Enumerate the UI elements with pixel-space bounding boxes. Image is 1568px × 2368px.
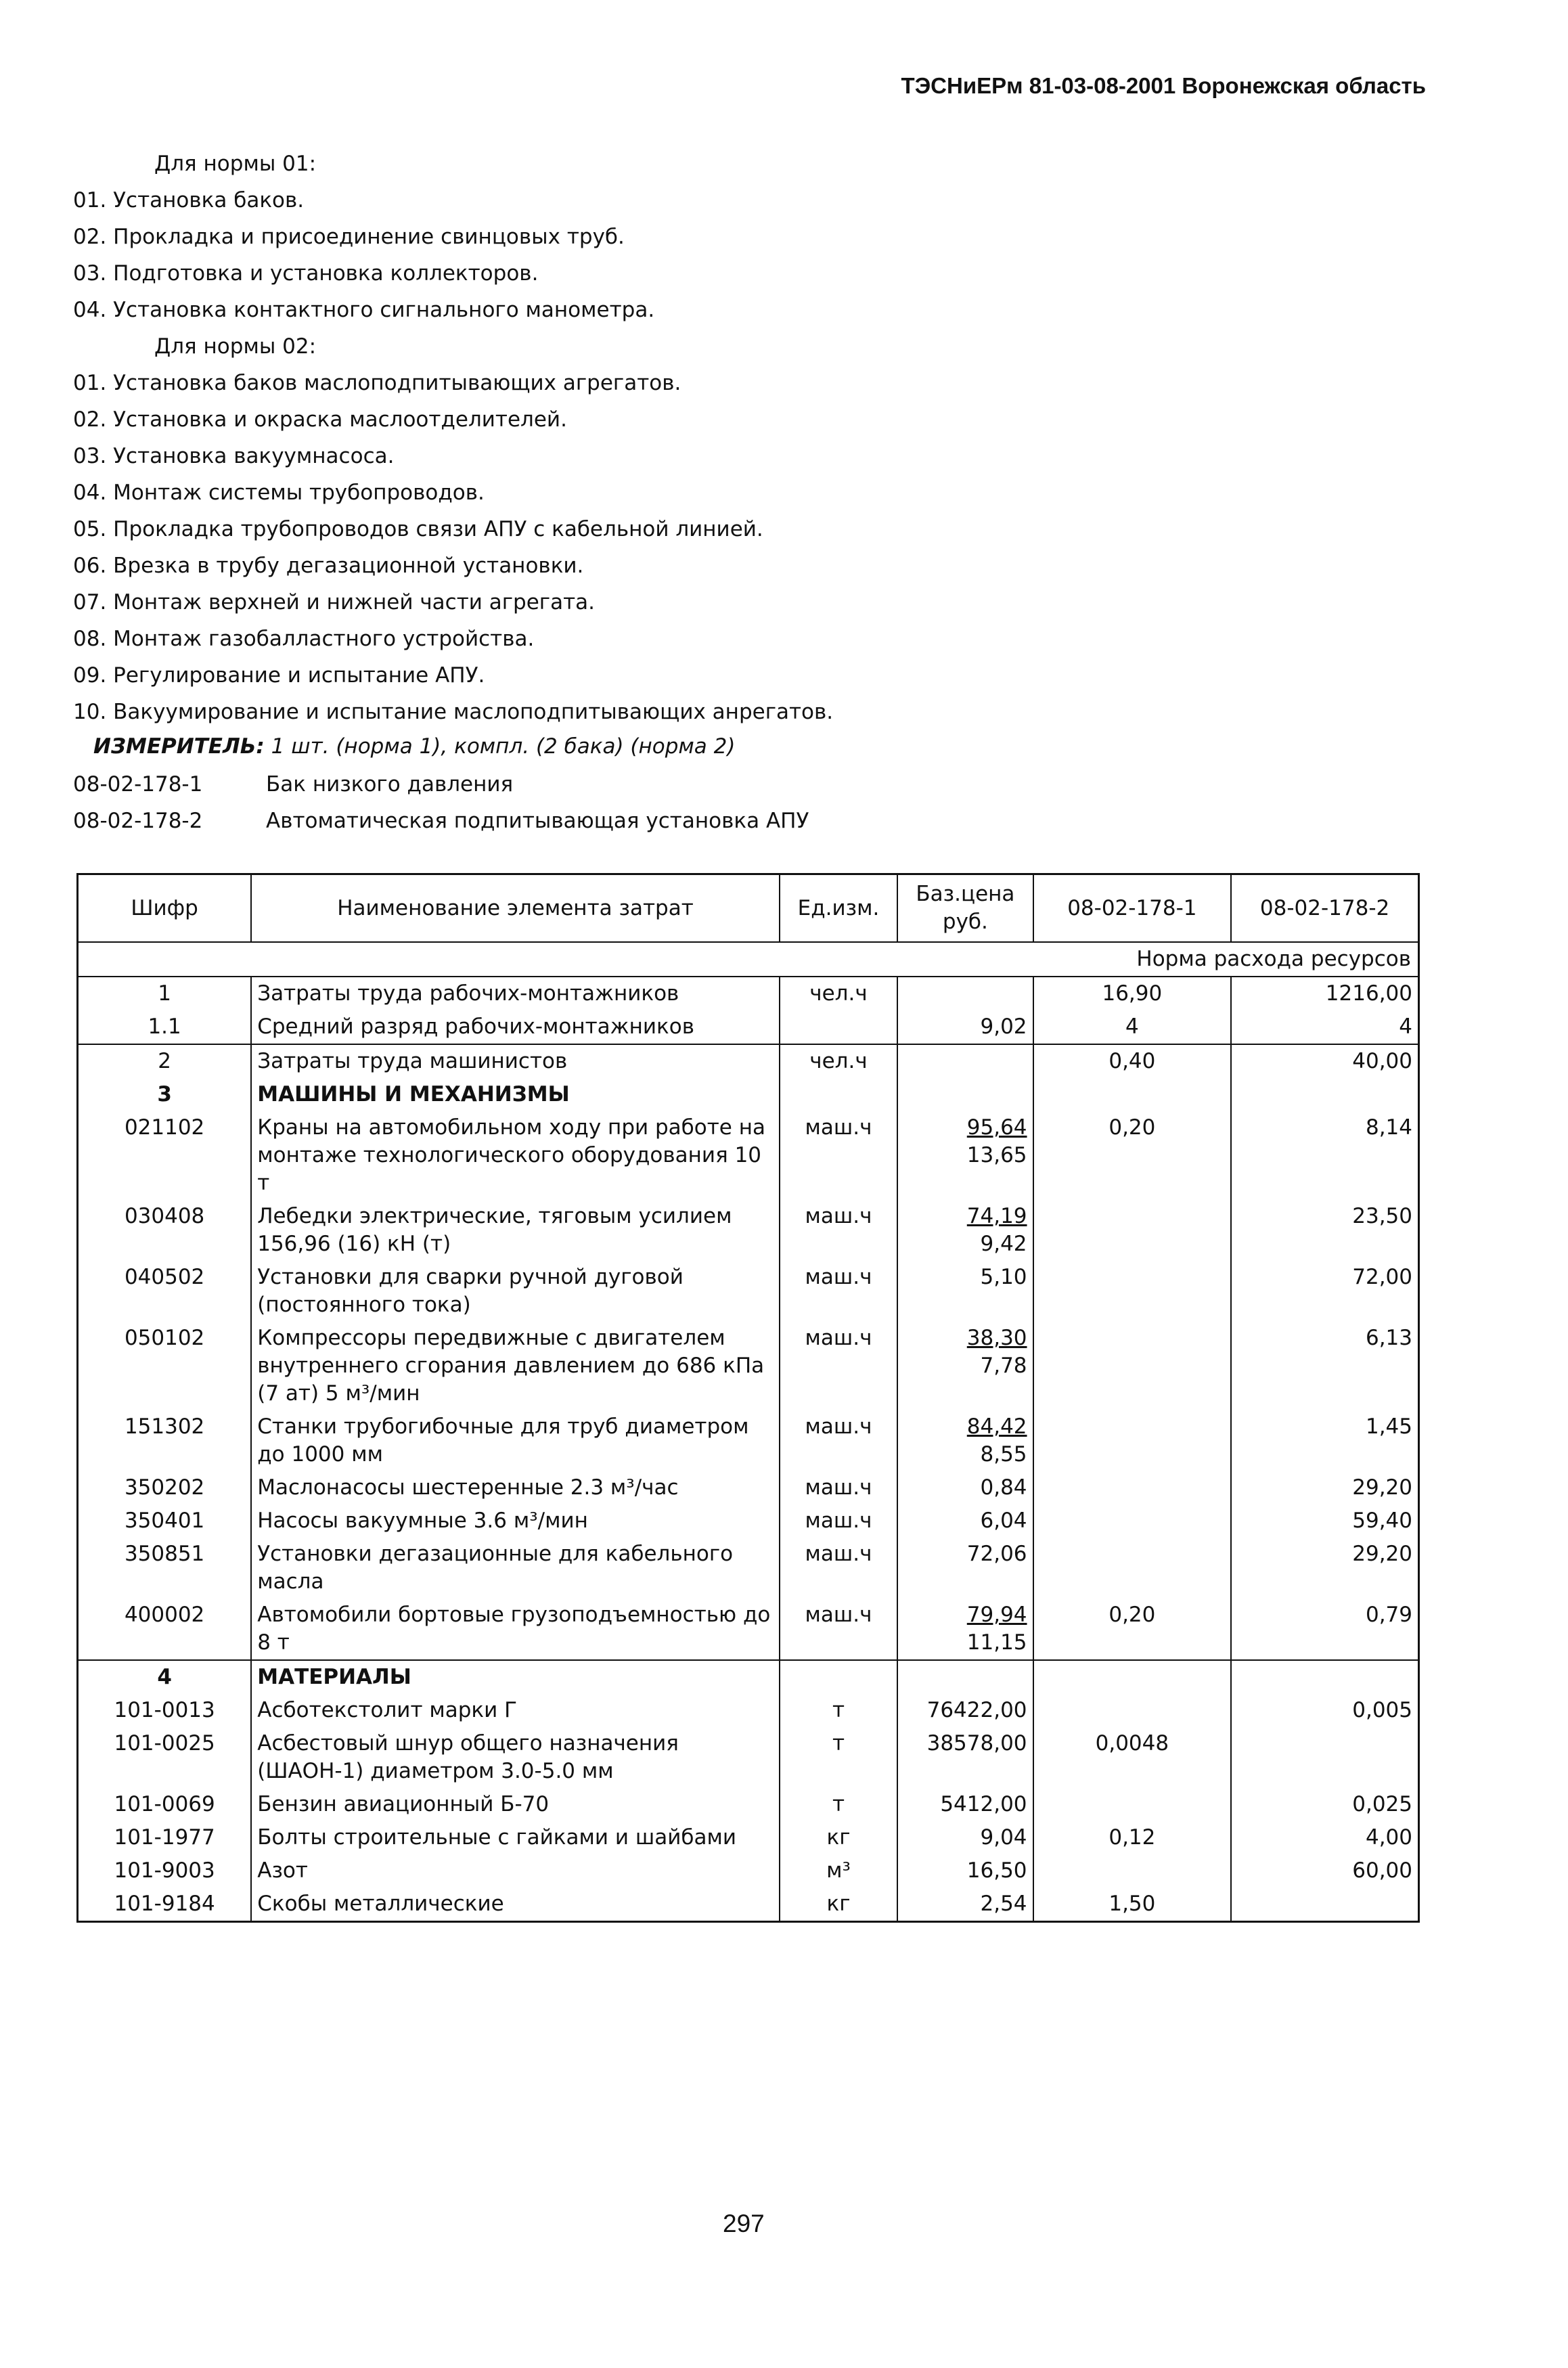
table-row (78, 1200, 1419, 1261)
description-line: 08. Монтаж газобалластного устройства. (73, 627, 535, 651)
cell-norm-1: 0,20 (1033, 1599, 1232, 1660)
cell-unit: маш.ч (780, 1410, 898, 1471)
measurement-unit (93, 734, 735, 759)
cell-code: 151302 (78, 1410, 252, 1471)
table-row (78, 1727, 1419, 1788)
cell-norm-1: 16,90 (1033, 977, 1232, 1010)
cell-norm-2 (1231, 1078, 1418, 1111)
cell-name: МАШИНЫ И МЕХАНИЗМЫ (251, 1078, 779, 1111)
norm-codes (73, 766, 809, 839)
cell-price (897, 1887, 1033, 1922)
table-row (78, 1044, 1419, 1078)
norm-code: 08-02-178-2 (73, 809, 203, 833)
cell-code: 4 (78, 1660, 252, 1694)
cell-norm-2 (1231, 1660, 1418, 1694)
cell-unit: маш.ч (780, 1111, 898, 1200)
table-row (78, 1694, 1419, 1727)
cell-name: МАТЕРИАЛЫ (251, 1660, 779, 1694)
cell-norm-1 (1033, 1504, 1232, 1538)
description-line: 04. Монтаж системы трубопроводов. (73, 481, 485, 505)
cell-norm-2: 4,00 (1365, 1825, 1412, 1850)
description-line: Для нормы 01: (154, 152, 317, 176)
table-row (78, 977, 1419, 1010)
cell-unit (780, 1010, 898, 1044)
cell-code: 101-0013 (78, 1694, 252, 1727)
resource-table (76, 873, 1420, 1923)
cell-unit: маш.ч (780, 1471, 898, 1504)
cell-price (897, 977, 1033, 1010)
cell-price (897, 1111, 1033, 1200)
table-row (78, 1111, 1419, 1200)
cell-name: Станки трубогибочные для труб диаметром до 1000 мм (251, 1410, 779, 1471)
cell-norm-1: 0,20 (1033, 1111, 1232, 1200)
cell-code: 050102 (78, 1322, 252, 1410)
cell-norm-2: 29,20 (1352, 1475, 1412, 1500)
cell-code: 101-9003 (78, 1854, 252, 1887)
price-total: 95,64 (966, 1115, 1027, 1140)
cell-norm-1 (1033, 1660, 1232, 1694)
cell-price (897, 1821, 1033, 1854)
cell-price (897, 1504, 1033, 1538)
price-value: 11,15 (966, 1630, 1027, 1655)
cell-name: Средний разряд рабочих-монтажников (251, 1010, 779, 1044)
cell-norm-2: 1,45 (1365, 1414, 1412, 1439)
cell-norm-2: 40,00 (1231, 1044, 1418, 1078)
price-value: 9,42 (980, 1232, 1027, 1256)
cell-norm-1 (1033, 1788, 1232, 1821)
cell-name: Асботекстолит марки Г (251, 1694, 779, 1727)
cell-price (897, 1078, 1033, 1111)
cell-price (897, 1010, 1033, 1044)
cell-norm-2 (1231, 1727, 1418, 1788)
cell-name: Краны на автомобильном ходу при работе на монтаже технологического оборудования 10 т (251, 1111, 779, 1200)
cell-unit: чел.ч (780, 977, 898, 1010)
cell-price (897, 1471, 1033, 1504)
cell-unit: маш.ч (780, 1538, 898, 1599)
price-value: 76422,00 (926, 1698, 1027, 1722)
cell-code: 1.1 (78, 1010, 252, 1044)
description-line: 04. Установка контактного сигнального манометра. (73, 298, 655, 322)
cell-unit: чел.ч (780, 1044, 898, 1078)
cell-unit (780, 1078, 898, 1111)
price-total: 38,30 (966, 1326, 1027, 1350)
cell-code: 2 (78, 1044, 252, 1078)
description-line: 03. Подготовка и установка коллекторов. (73, 261, 539, 286)
cell-norm-2: 0,005 (1352, 1698, 1412, 1722)
cell-name: Болты строительные с гайками и шайбами (251, 1821, 779, 1854)
price-value: 13,65 (966, 1143, 1027, 1167)
price-value: 7,78 (980, 1354, 1027, 1378)
table-row (78, 1788, 1419, 1821)
description-line: 05. Прокладка трубопроводов связи АПУ с кабельной линией. (73, 517, 763, 541)
cell-price (897, 1261, 1033, 1322)
cell-norm-2: 60,00 (1352, 1858, 1412, 1883)
cell-code: 400002 (78, 1599, 252, 1660)
cell-norm-2: 23,50 (1352, 1204, 1412, 1228)
norm-code-row (73, 766, 809, 803)
cell-norm-2: 4 (1399, 1014, 1412, 1039)
description-line: 02. Установка и окраска маслоотделителей. (73, 407, 567, 432)
table-row (78, 1322, 1419, 1410)
header-code: Шифр (78, 874, 252, 943)
cell-price (897, 1854, 1033, 1887)
cell-norm-2: 29,20 (1352, 1542, 1412, 1566)
cell-norm-1: 0,12 (1033, 1821, 1232, 1854)
price-total: 74,19 (966, 1204, 1027, 1228)
cell-price (897, 1788, 1033, 1821)
cell-code: 021102 (78, 1111, 252, 1200)
cell-norm-2: 59,40 (1352, 1509, 1412, 1533)
table-row (78, 1599, 1419, 1660)
cell-price (897, 1727, 1033, 1788)
cell-norm-2: 8,14 (1365, 1115, 1412, 1140)
cell-name: Затраты труда рабочих-монтажников (251, 977, 779, 1010)
price-value: 6,04 (980, 1509, 1027, 1533)
cell-price (897, 1410, 1033, 1471)
document-header: ТЭСНиЕРм 81-03-08-2001 Воронежская область (901, 73, 1426, 98)
price-value: 2,54 (980, 1892, 1027, 1916)
cell-price (897, 1660, 1033, 1694)
cell-unit: кг (780, 1821, 898, 1854)
table-row (78, 1078, 1419, 1111)
cell-unit (780, 1660, 898, 1694)
cell-code: 030408 (78, 1200, 252, 1261)
table-row (78, 1261, 1419, 1322)
cell-norm-1 (1033, 1410, 1232, 1471)
table-header-row (78, 874, 1419, 943)
price-value: 9,02 (980, 1014, 1027, 1039)
cell-norm-1 (1033, 1538, 1232, 1599)
price-value: 16,50 (966, 1858, 1027, 1883)
description-line: 01. Установка баков. (73, 188, 305, 213)
table-row (78, 1538, 1419, 1599)
table-row (78, 1504, 1419, 1538)
price-value: 5412,00 (940, 1792, 1027, 1816)
price-value: 0,84 (980, 1475, 1027, 1500)
cell-price (897, 1044, 1033, 1078)
price-total: 84,42 (966, 1414, 1027, 1439)
price-total: 79,94 (966, 1603, 1027, 1627)
norm-code-row (73, 803, 809, 839)
table-row (78, 1010, 1419, 1044)
cell-unit: т (780, 1727, 898, 1788)
cell-name: Асбестовый шнур общего назначения (ШАОН-1) диаметром 3.0-5.0 мм (251, 1727, 779, 1788)
cell-name: Скобы металлические (251, 1887, 779, 1922)
cell-unit: т (780, 1694, 898, 1727)
cell-norm-1 (1033, 1471, 1232, 1504)
header-norm-1: 08-02-178-1 (1033, 874, 1232, 943)
cell-norm-2: 1216,00 (1325, 981, 1412, 1006)
cell-norm-1: 4 (1033, 1010, 1232, 1044)
cell-norm-1 (1033, 1078, 1232, 1111)
norm-title: Автоматическая подпитывающая установка АПУ (266, 809, 809, 833)
cell-unit: м³ (780, 1854, 898, 1887)
cell-price (897, 1538, 1033, 1599)
cell-price (897, 1322, 1033, 1410)
header-price: Баз.цена руб. (897, 874, 1033, 943)
work-description (73, 146, 1427, 730)
price-value: 72,06 (966, 1542, 1027, 1566)
cell-unit: маш.ч (780, 1504, 898, 1538)
description-line: 09. Регулирование и испытание АПУ. (73, 663, 485, 688)
cell-norm-2: 72,00 (1352, 1265, 1412, 1289)
meter-text: 1 шт. (норма 1), компл. (2 бака) (норма 2) (264, 734, 736, 759)
cell-name: Затраты труда машинистов (251, 1044, 779, 1078)
description-line: 01. Установка баков маслоподпитывающих агрегатов. (73, 371, 681, 395)
cell-code: 350202 (78, 1471, 252, 1504)
cell-norm-1 (1033, 1854, 1232, 1887)
cell-norm-1 (1033, 1322, 1232, 1410)
norm-label-row (78, 942, 1419, 977)
cell-price (897, 1599, 1033, 1660)
cell-name: Установки для сварки ручной дуговой (постоянного тока) (251, 1261, 779, 1322)
cell-name: Автомобили бортовые грузоподъемностью до 8 т (251, 1599, 779, 1660)
description-line: 02. Прокладка и присоединение свинцовых труб. (73, 225, 625, 249)
cell-norm-2 (1231, 1887, 1418, 1922)
cell-name: Лебедки электрические, тяговым усилием 156,96 (16) кН (т) (251, 1200, 779, 1261)
cell-unit: т (780, 1788, 898, 1821)
cell-norm-1: 1,50 (1033, 1887, 1232, 1922)
table-row (78, 1821, 1419, 1854)
meter-label: ИЗМЕРИТЕЛЬ: (93, 734, 265, 759)
cell-name: Компрессоры передвижные с двигателем внутреннего сгорания давлением до 686 кПа (7 ат) 5 м³/мин (251, 1322, 779, 1410)
header-norm-2: 08-02-178-2 (1231, 874, 1418, 943)
cell-code: 350851 (78, 1538, 252, 1599)
cell-price (897, 1200, 1033, 1261)
description-line: 06. Врезка в трубу дегазационной установки. (73, 554, 584, 578)
cell-norm-2: 0,025 (1352, 1792, 1412, 1816)
cell-price (897, 1694, 1033, 1727)
cell-code: 101-9184 (78, 1887, 252, 1922)
cell-name: Маслонасосы шестеренные 2.3 м³/час (251, 1471, 779, 1504)
cell-code: 101-0069 (78, 1788, 252, 1821)
cell-code: 040502 (78, 1261, 252, 1322)
page-number: 297 (723, 2210, 765, 2237)
cell-norm-1 (1033, 1261, 1232, 1322)
description-line: 03. Установка вакуумнасоса. (73, 444, 395, 468)
norm-label: Норма расхода ресурсов (78, 942, 1419, 977)
cell-norm-2: 0,79 (1365, 1603, 1412, 1627)
cell-code: 350401 (78, 1504, 252, 1538)
cell-unit: маш.ч (780, 1322, 898, 1410)
price-value: 8,55 (980, 1442, 1027, 1467)
price-value: 5,10 (980, 1265, 1027, 1289)
table-row (78, 1471, 1419, 1504)
cell-name: Бензин авиационный Б-70 (251, 1788, 779, 1821)
norm-title: Бак низкого давления (266, 772, 514, 797)
price-value: 38578,00 (926, 1731, 1027, 1756)
table-row (78, 1660, 1419, 1694)
cell-unit: маш.ч (780, 1261, 898, 1322)
cell-code: 3 (78, 1078, 252, 1111)
description-line: Для нормы 02: (154, 334, 317, 359)
norm-code: 08-02-178-1 (73, 772, 203, 797)
table-row (78, 1410, 1419, 1471)
cell-norm-1 (1033, 1694, 1232, 1727)
cell-name: Насосы вакуумные 3.6 м³/мин (251, 1504, 779, 1538)
cell-name: Установки дегазационные для кабельного масла (251, 1538, 779, 1599)
description-line: 10. Вакуумирование и испытание маслоподпитывающих анрегатов. (73, 700, 834, 724)
table-row (78, 1887, 1419, 1922)
header-name: Наименование элемента затрат (251, 874, 779, 943)
cell-code: 101-1977 (78, 1821, 252, 1854)
header-unit: Ед.изм. (780, 874, 898, 943)
table-row (78, 1854, 1419, 1887)
cell-norm-2: 6,13 (1365, 1326, 1412, 1350)
cell-norm-1: 0,40 (1033, 1044, 1232, 1078)
cell-unit: маш.ч (780, 1599, 898, 1660)
cell-norm-1: 0,0048 (1033, 1727, 1232, 1788)
cell-norm-1 (1033, 1200, 1232, 1261)
price-value: 9,04 (980, 1825, 1027, 1850)
cell-code: 101-0025 (78, 1727, 252, 1788)
cell-name: Азот (251, 1854, 779, 1887)
cell-code: 1 (78, 977, 252, 1010)
cell-unit: кг (780, 1887, 898, 1922)
cell-unit: маш.ч (780, 1200, 898, 1261)
description-line: 07. Монтаж верхней и нижней части агрегата. (73, 590, 596, 615)
